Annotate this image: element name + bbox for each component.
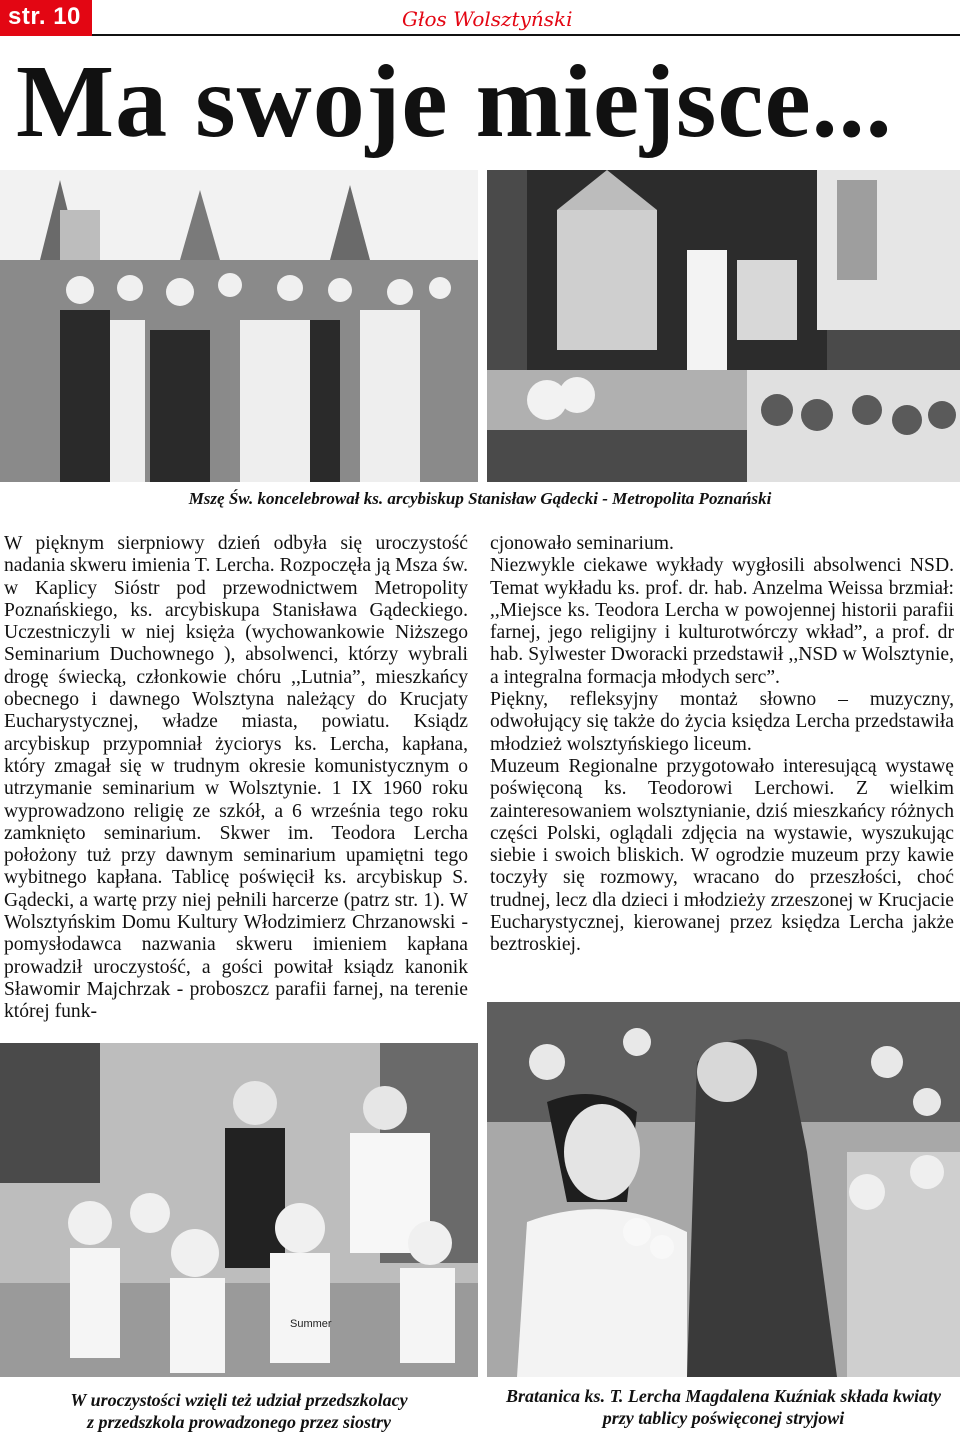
photo-congregation xyxy=(0,170,478,482)
caption-preschoolers-line2: z przedszkola prowadzonego przez siostry xyxy=(86,1412,392,1432)
header-strip xyxy=(92,0,960,36)
caption-preschoolers xyxy=(0,1389,478,1433)
paragraph-museum: Muzeum Regionalne przygotowało interesującą wystawę poświęconą ks. Teodorowi Lerchowi. Z wielkim zainteresowaniem wolsztynianie, dziś mieszkańcy różnych części Polski, oglądali zdjęcia na wystawie, wyszukując siebie i swoich bliskich. W ogrodzie muzeum przy kawie toczyły się rozmowy, wracano do przeszłości, choć trudnej, lecz dla dzieci i młodzieży zrzeszonej w Krucjacie Eucharystycznej, kierowanej przez księdza Lercha jakże beztroskiej. xyxy=(490,755,954,956)
article-headline: Ma swoje miejsce... xyxy=(16,44,893,159)
photo-preschoolers xyxy=(0,1043,478,1377)
newspaper-name: Głos Wolsztyński xyxy=(402,7,573,31)
altar-image xyxy=(487,170,960,482)
summer-shirt-text: Summer xyxy=(290,1318,332,1330)
caption-flowers-line1: Bratanica ks. T. Lercha Magdalena Kuźniak składa kwiaty xyxy=(506,1386,941,1406)
article-column-right xyxy=(490,533,954,957)
paragraph-montage: Piękny, refleksyjny montaż słowno – muzyczny, odwołujący się także do życia księdza Lercha przedstawiła młodzież wolsztyńskiego liceum. xyxy=(490,689,954,755)
preschoolers-image xyxy=(0,1043,478,1377)
paragraph-continuation: cjonowało seminarium. xyxy=(490,533,674,554)
caption-top-photos: Mszę Św. koncelebrował ks. arcybiskup Stanisław Gądecki - Metropolita Poznański xyxy=(188,489,772,508)
paragraph-intro: W pięknym sierpniowy dzień odbyła się uroczystość nadania skweru imienia T. Lercha. Rozpoczęła ją Msza św. w Kaplicy Sióstr pod przewodnictwem Metropolity Poznańskiego, ks. arcybiskupa Stanisława Gądeckiego. Uczestniczyli w niej księża (wychowankowie Niższego Seminarium Duchownego ), absolwenci, którzy wybrali drogę świecką, członkowie chóru ,,Lutnia”, mieszkańcy obecnego i dawnego Wolsztyna należący do Krucjaty Eucharystycznej, władze miasta, powiatu. Ksiądz arcybiskup przypomniał życiorys ks. Lercha, kapłana, który zmagał się w trudnym okresie komunistycznym o utrzymanie seminarium w Wolsztynie. 1 IX 1960 roku wyprowadzono religię ze szkół, a 6 września tego roku zamknięto seminarium. Skwer im. Teodora Lercha położony tuż przy dawnym seminarium upamiętni tego wybitnego kapłana. Tablicę poświęcił ks. arcybiskup S. Gądecki, a wartę przy niej pełnili harcerze (patrz str. 1). W Wolsztyńskim Domu Kultury Włodzimierz Chrzanowski - pomysłodawca nazwania skweru imieniem kapłana prowadził uroczystość, a gości powitał ksiądz kanonik Sławomir Majchrzak - proboszcz parafii farnej, na terenie której funk- xyxy=(4,533,468,1023)
congregation-image xyxy=(0,170,478,482)
photo-flowers xyxy=(487,1002,960,1377)
caption-preschoolers-line1: W uroczystości wzięli też udział przedszkolacy xyxy=(70,1390,408,1410)
page-number: str. 10 xyxy=(8,3,81,30)
photo-altar xyxy=(487,170,960,482)
paragraph-lectures: Niezwykle ciekawe wykłady wygłosili absolwenci NSD. Temat wykładu ks. prof. dr. hab. Anzelma Weissa brzmiał: ,,Miejsce ks. Teodora Lercha w powojennej historii parafii farnej, jego religijny i kulturotwórczy wkład”, a prof. dr hab. Sylwester Dworacki przedstawił ,,NSD w Wolsztynie, a integralna formacja młodych serc”. xyxy=(490,555,954,688)
article-column-left xyxy=(4,533,468,1024)
caption-flowers-line2: przy tablicy poświęconej stryjowi xyxy=(602,1408,845,1428)
caption-flowers xyxy=(487,1385,960,1429)
flowers-image xyxy=(487,1002,960,1377)
